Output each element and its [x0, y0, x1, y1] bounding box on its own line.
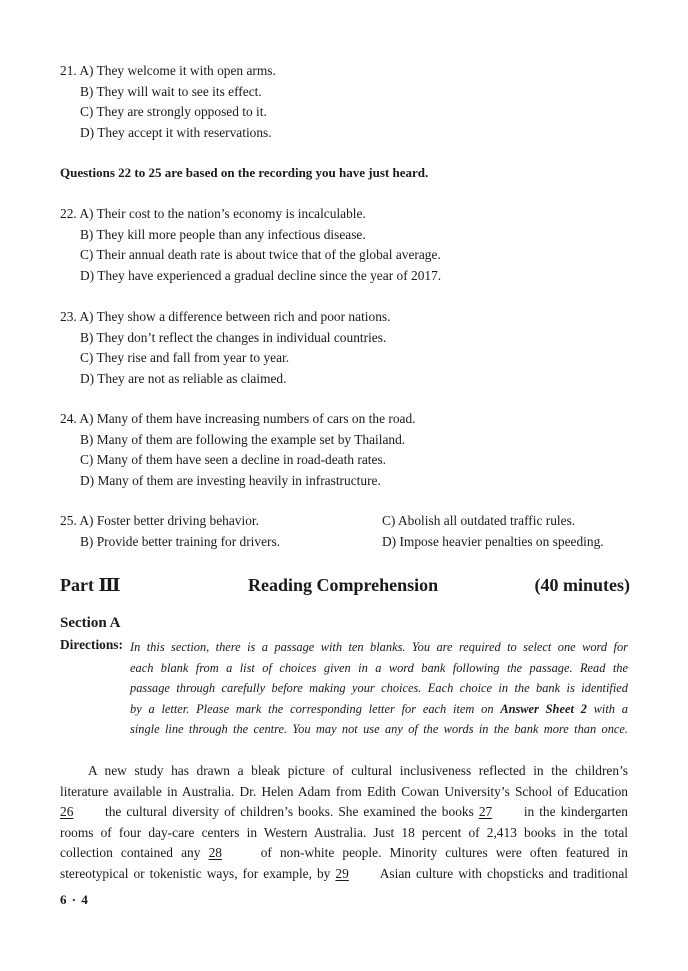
question-25-row-2 — [60, 532, 640, 553]
part-label: Part Ⅲ — [60, 575, 121, 595]
answer-sheet-ref: Answer Sheet 2 — [500, 701, 587, 716]
directions-line: by a letter. Please mark the corresponding letter for each item on Answer Sheet 2 with a — [130, 701, 628, 716]
passage-line: A new study has drawn a bleak picture of cultural inclusiveness reflected in the children’s — [88, 763, 628, 778]
reading-passage — [60, 761, 628, 885]
question-number: 25. — [60, 513, 77, 528]
question-21-option-d: D) They accept it with reservations. — [80, 124, 272, 140]
question-23 — [60, 307, 640, 389]
directions-text — [130, 637, 628, 740]
question-25-option-a: A) Foster better driving behavior. — [79, 513, 259, 528]
passage-line: collection contained any 28 of non-white people. Minority cultures were often featured in — [60, 843, 628, 864]
question-number: 22. — [60, 206, 77, 221]
question-22-option-b: B) They kill more people than any infectious disease. — [80, 226, 366, 242]
directions-line: In this section, there is a passage with ten blanks. You are required to select one word for — [130, 640, 628, 654]
part-time: (40 minutes) — [534, 575, 630, 595]
question-23-option-b: B) They don’t reflect the changes in individual countries. — [80, 329, 387, 345]
passage-line: rooms of four day-care centers in Western Australia. Just 18 percent of 2,413 books in the total — [60, 824, 628, 840]
question-21-option-b: B) They will wait to see its effect. — [80, 83, 262, 99]
passage-line: 26 the cultural diversity of children’s books. She examined the books 27 in the kindergarten — [60, 802, 628, 823]
question-25-option-c: C) Abolish all outdated traffic rules. — [382, 513, 576, 528]
question-number: 24. — [60, 411, 77, 426]
question-24-option-b: B) Many of them are following the example set by Thailand. — [80, 431, 406, 447]
question-25-option-b: B) Provide better training for drivers. — [80, 533, 281, 549]
question-22-option-c: C) Their annual death rate is about twice that of the global average. — [80, 247, 441, 262]
question-number: 21. — [60, 63, 77, 78]
question-23-option-d: D) They are not as reliable as claimed. — [80, 370, 287, 386]
blank-29: 29 — [335, 865, 349, 881]
question-23-option-c: C) They rise and fall from year to year. — [80, 350, 290, 365]
question-25-option-d: D) Impose heavier penalties on speeding. — [382, 533, 604, 549]
question-22-option-a: 22. A) Their cost to the nation’s economy is incalculable. — [60, 206, 366, 221]
question-number: 23. — [60, 309, 77, 324]
passage-line: stereotypical or tokenistic ways, for example, by 29 Asian culture with chopsticks and traditional — [60, 864, 628, 885]
page-number: 6 · 4 — [60, 892, 89, 907]
part-title: Reading Comprehension — [248, 575, 439, 595]
directions-label: Directions: — [60, 637, 123, 652]
question-21-option-c: C) They are strongly opposed to it. — [80, 104, 267, 119]
question-25-row-1 — [60, 511, 640, 532]
question-22-option-d: D) They have experienced a gradual decline since the year of 2017. — [80, 267, 442, 283]
question-25 — [60, 511, 640, 552]
section-title: Section A — [60, 615, 121, 631]
questions-heading: Questions 22 to 25 are based on the recording you have just heard. — [60, 165, 429, 180]
question-21-option-a: 21. A) They welcome it with open arms. — [60, 63, 276, 78]
part-heading — [60, 575, 630, 599]
passage-line: literature available in Australia. Dr. Helen Adam from Edith Cowan University’s School of Education — [60, 783, 628, 799]
question-24 — [60, 409, 640, 491]
directions-line: each blank from a list of choices given in a word bank following the passage. Read the — [130, 660, 628, 675]
directions-line: single line through the centre. You may not use any of the words in the bank more than once. — [130, 722, 628, 737]
question-24-option-c: C) Many of them have seen a decline in road-death rates. — [80, 452, 387, 467]
blank-28: 28 — [208, 845, 222, 861]
question-24-option-d: D) Many of them are investing heavily in infrastructure. — [80, 472, 381, 488]
question-23-option-a: 23. A) They show a difference between rich and poor nations. — [60, 309, 391, 324]
blank-26: 26 — [60, 804, 74, 820]
directions-line: passage through carefully before making your choices. Each choice in the bank is identified — [130, 681, 628, 696]
question-21 — [60, 61, 640, 143]
blank-27: 27 — [478, 804, 493, 820]
question-24-option-a: 24. A) Many of them have increasing numbers of cars on the road. — [60, 411, 416, 426]
question-22 — [60, 204, 640, 286]
